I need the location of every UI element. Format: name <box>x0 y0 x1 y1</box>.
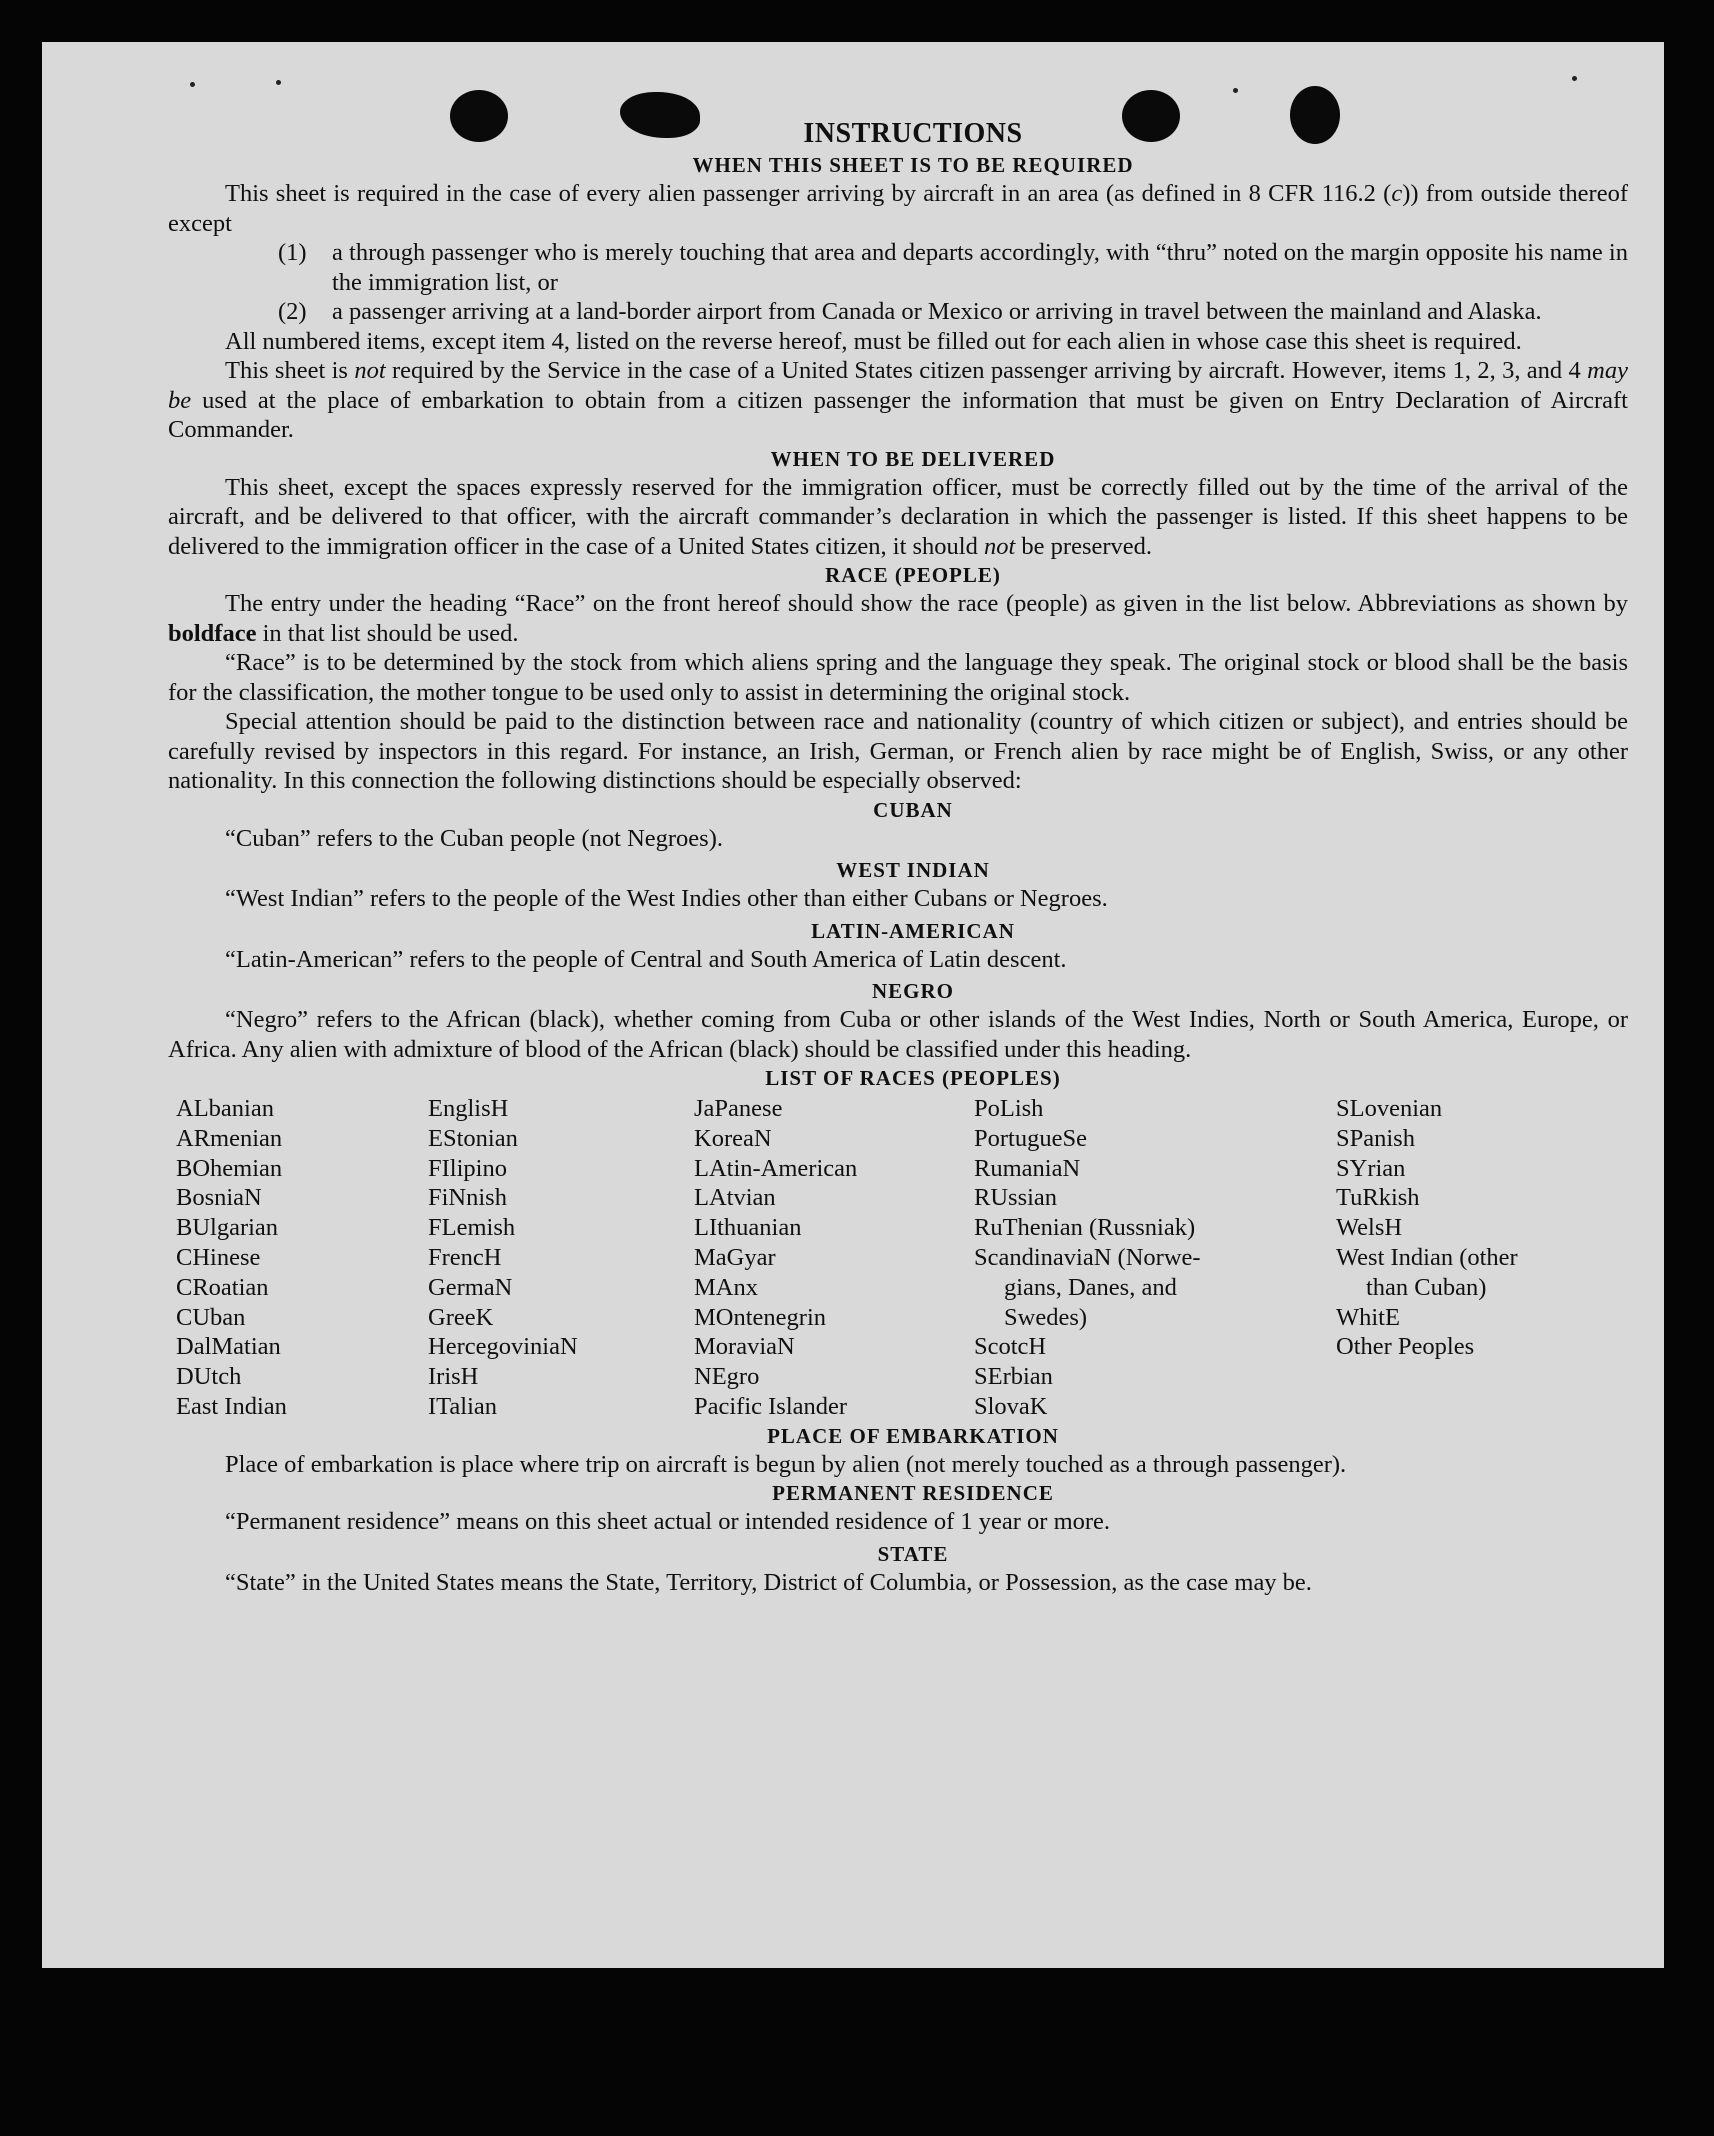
races-column-3 <box>694 1094 974 1422</box>
race-entry: West Indian (other <box>1336 1243 1518 1271</box>
race-paragraph-3: Special attention should be paid to the distinction between race and nationality (country of which citizen or subject), and entries should be carefully revised by inspectors in this regard. For instance, an Irish, German, or French alien by race might be of English, Swiss, or any other nationality. In this connection the following distinctions should be especially observed: <box>168 708 1628 794</box>
race-entry: EnglisH <box>428 1095 509 1122</box>
race-entry: LAtvian <box>694 1184 776 1212</box>
race-entry: ALbanian <box>176 1095 274 1122</box>
race-entry: LAtin-American <box>694 1154 858 1182</box>
race-entry: SErbian <box>974 1363 1053 1391</box>
race-paragraph-2: “Race” is to be determined by the stock from which aliens spring and the language they speak. The original stock or blood shall be the basis for the classification, the mother tongue to be used only to assist in determining the original stock. <box>168 649 1628 706</box>
race-entry: CRoatian <box>176 1273 269 1301</box>
race-entry: PortugueSe <box>974 1124 1087 1152</box>
heading-cuban: CUBAN <box>873 797 953 822</box>
race-entry: DalMatian <box>176 1333 281 1361</box>
race-entry: Other Peoples <box>1336 1333 1475 1361</box>
numbered-items-paragraph: All numbered items, except item 4, listed on the reverse hereof, must be filled out for each alien in whose case this sheet is required. <box>225 327 1522 355</box>
heading-latin-american: LATIN-AMERICAN <box>811 918 1015 943</box>
race-paragraph-1: The entry under the heading “Race” on the front hereof should show the race (people) as given in the list below. Abbreviations as shown by boldface in that list should be used. <box>168 590 1628 647</box>
race-entry: ARmenian <box>176 1124 283 1152</box>
negro-paragraph: “Negro” refers to the African (black), whether coming from Cuba or other islands of the West Indies, North or South America, Europe, or Africa. Any alien with admixture of blood of the African (black) should be classified under this heading. <box>168 1006 1628 1063</box>
race-entry: SYrian <box>1336 1154 1406 1182</box>
heading-when-delivered: WHEN TO BE DELIVERED <box>770 446 1056 471</box>
race-entry: SLovenian <box>1336 1095 1443 1122</box>
race-entry: SlovaK <box>974 1392 1048 1420</box>
race-entry: TuRkish <box>1336 1184 1420 1212</box>
race-entry: RuThenian (Russniak) <box>974 1214 1196 1242</box>
citizen-paragraph: This sheet is not required by the Service in the case of a United States citizen passenger arriving by aircraft. However, items 1, 2, 3, and 4 may be used at the place of embarkation to obtain from a citizen passenger the information that must be given on Entry Declaration of Aircraft Commander. <box>168 357 1628 443</box>
heading-when-required: WHEN THIS SHEET IS TO BE REQUIRED <box>692 153 1134 177</box>
race-entry: FrencH <box>428 1243 502 1271</box>
race-entry: ScotcH <box>974 1333 1047 1361</box>
race-entry: ITalian <box>428 1392 498 1420</box>
speck <box>190 82 195 87</box>
race-entry: FLemish <box>428 1214 516 1242</box>
races-column-2 <box>428 1094 694 1422</box>
race-entry: SPanish <box>1336 1124 1415 1152</box>
race-entry: GreeK <box>428 1303 494 1331</box>
race-entry: DUtch <box>176 1363 242 1391</box>
race-entry: MOntenegrin <box>694 1303 826 1331</box>
race-entry: MAnx <box>694 1273 758 1301</box>
race-entry: BosniaN <box>176 1184 262 1212</box>
race-entry: BOhemian <box>176 1154 283 1182</box>
race-entry: EStonian <box>428 1124 518 1152</box>
cuban-paragraph: “Cuban” refers to the Cuban people (not Negroes). <box>225 824 723 852</box>
race-entry: WhitE <box>1336 1303 1400 1331</box>
embarkation-paragraph: Place of embarkation is place where trip on aircraft is begun by alien (not merely touched as a through passenger). <box>225 1450 1347 1478</box>
speck <box>1233 88 1238 93</box>
race-entry: ScandinaviaN (Norwe- <box>974 1243 1201 1271</box>
speck <box>1572 76 1577 81</box>
instructions-content <box>168 117 1628 1597</box>
heading-west-indian: WEST INDIAN <box>836 858 990 882</box>
race-entry: BUlgarian <box>176 1214 279 1242</box>
heading-race: RACE (PEOPLE) <box>825 563 1001 587</box>
race-entry: Pacific Islander <box>694 1392 848 1420</box>
race-entry: East Indian <box>176 1392 287 1420</box>
race-entry: NEgro <box>694 1363 760 1391</box>
race-entry: KoreaN <box>694 1124 772 1152</box>
race-entry: HercegoviniaN <box>428 1333 578 1361</box>
race-entry: JaPanese <box>694 1095 783 1122</box>
race-entry: MaGyar <box>694 1243 776 1271</box>
page-title: INSTRUCTIONS <box>803 118 1023 149</box>
document-sheet <box>42 42 1664 1968</box>
race-entry: WelsH <box>1336 1214 1403 1242</box>
heading-residence: PERMANENT RESIDENCE <box>772 1481 1054 1506</box>
race-entry: RumaniaN <box>974 1154 1081 1182</box>
races-column-5 <box>1336 1094 1606 1422</box>
exception-item-1: (1) a through passenger who is merely touching that area and departs accordingly, with “thru” noted on the margin opposite his name in the immigration list, or <box>278 239 1628 296</box>
races-list <box>176 1094 1628 1422</box>
state-paragraph: “State” in the United States means the State, Territory, District of Columbia, or Possession, as the case may be. <box>225 1568 1312 1596</box>
heading-list-of-races: LIST OF RACES (PEOPLES) <box>765 1066 1061 1090</box>
race-entry: LIthuanian <box>694 1214 802 1242</box>
latin-american-paragraph: “Latin-American” refers to the people of Central and South America of Latin descent. <box>225 945 1067 973</box>
race-entry: MoraviaN <box>694 1333 795 1361</box>
exception-item-2: (2) a passenger arriving at a land-border airport from Canada or Mexico or arriving in travel between the mainland and Alaska. <box>278 298 1542 325</box>
west-indian-paragraph: “West Indian” refers to the people of the West Indies other than either Cubans or Negroes. <box>225 885 1108 912</box>
residence-paragraph: “Permanent residence” means on this sheet actual or intended residence of 1 year or more. <box>225 1508 1111 1536</box>
race-entry: IrisH <box>428 1363 479 1391</box>
race-entry-continued: gians, Danes, and <box>1004 1273 1177 1301</box>
intro-paragraph: This sheet is required in the case of every alien passenger arriving by aircraft in an area (as defined in 8 CFR 116.2 (c)) from outside thereof except <box>168 180 1628 237</box>
race-entry-continued: than Cuban) <box>1366 1273 1487 1301</box>
race-entry: FIlipino <box>428 1154 507 1182</box>
race-entry: CHinese <box>176 1243 261 1271</box>
races-column-4 <box>974 1094 1336 1422</box>
race-entry: FiNnish <box>428 1184 507 1212</box>
race-entry: PoLish <box>974 1095 1044 1122</box>
heading-state: STATE <box>877 1541 949 1566</box>
delivered-paragraph: This sheet, except the spaces expressly reserved for the immigration officer, must be correctly filled out by the time of the arrival of the aircraft, and be delivered to that officer, with the aircraft commander’s declaration in which the passenger is listed. If this sheet happens to be delivered to the immigration officer in the case of a United States citizen, it should not be preserved. <box>168 473 1628 560</box>
race-entry: RUssian <box>974 1184 1058 1212</box>
race-entry-continued: Swedes) <box>1004 1303 1088 1331</box>
race-entry: CUban <box>176 1303 246 1331</box>
heading-embarkation: PLACE OF EMBARKATION <box>767 1423 1059 1448</box>
speck <box>276 80 281 85</box>
race-entry: GermaN <box>428 1273 513 1301</box>
heading-negro: NEGRO <box>871 979 954 1003</box>
races-column-1 <box>176 1094 428 1422</box>
